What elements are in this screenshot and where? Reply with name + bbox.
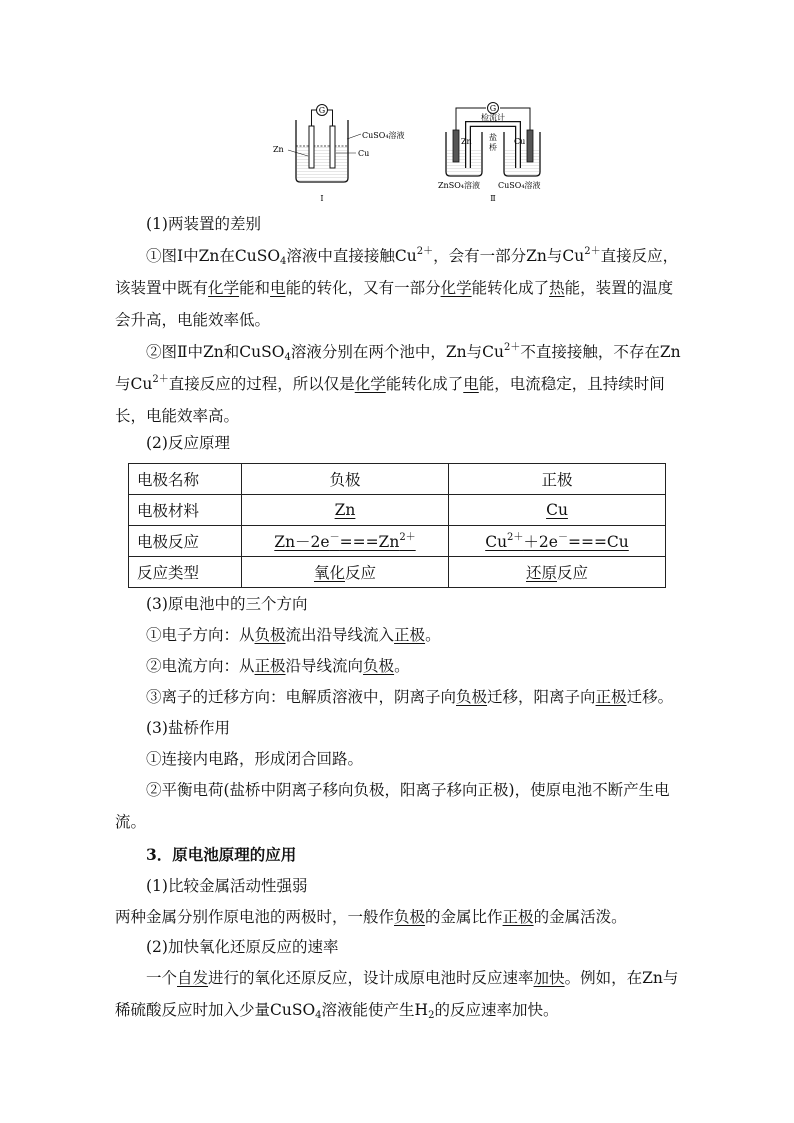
section-2-title: (2)反应原理 [146, 434, 230, 452]
galvanometer-two-symbol: G [489, 104, 497, 113]
cell-two-right-solution: CuSO₄溶液 [498, 181, 541, 190]
table-cell: 负极 [242, 464, 449, 495]
table-row [129, 464, 666, 495]
table-cell: 反应类型 [129, 557, 242, 588]
cell-two-left-solution: ZnSO₄溶液 [438, 181, 480, 190]
salt-bridge-label-2: 桥 [489, 143, 497, 152]
cell-one-zn-label: Zn [273, 145, 284, 154]
table-row [129, 495, 666, 526]
section-5-title: 3．原电池原理的应用 [146, 845, 297, 864]
section-1-paragraph-1: ①图Ⅰ中Zn在CuSO$_4$溶液中直接接触$Cu^{2+}$，会有一部分Zn与$Cu^{2+}$直接反应，该装置中既有化学能和电能的转化，又有一部分化学能转化成了热能，装置的温度会升高，电能效率低。 [115, 246, 679, 329]
cell-one-cu-label: Cu [358, 149, 370, 158]
cell-two-caption: Ⅱ [490, 194, 496, 203]
table-cell: 还原反应 [449, 557, 666, 588]
table-cell: Zn [242, 495, 449, 526]
table-cell: 电极名称 [129, 464, 242, 495]
section-1-title: (1)两装置的差别 [146, 215, 261, 233]
table-cell: 电极材料 [129, 495, 242, 526]
direction-line-1: ①电子方向：从负极流出沿导线流入正极。 [146, 626, 441, 644]
cell-two-zn-label: Zn [461, 137, 472, 146]
table-cell: Cu [449, 495, 666, 526]
galvanometer-one-symbol: G [318, 106, 326, 115]
table-row [129, 557, 666, 588]
table-cell: 电极反应 [129, 526, 242, 557]
salt-bridge-line-1: ①连接内电路，形成闭合回路。 [146, 750, 364, 768]
direction-line-2: ②电流方向：从正极沿导线流向负极。 [146, 657, 410, 675]
section-5-sub-2: (2)加快氧化还原反应的速率 [146, 938, 339, 956]
electrode-table [128, 463, 666, 588]
section-5-paragraph-2: 一个自发进行的氧化还原反应，设计成原电池时反应速率加快。例如，在Zn与稀硫酸反应时加入少量CuSO$_4$溶液能使产生$H_2$的反应速率加快。 [115, 969, 679, 1021]
galvanic-cell-figure [268, 96, 558, 208]
table-cell: $Cu^{2+}+2e^-===Cu$ [449, 526, 666, 557]
table-cell: 氧化反应 [242, 557, 449, 588]
table-cell: 正极 [449, 464, 666, 495]
cell-one-caption: Ⅰ [320, 194, 324, 203]
section-5-paragraph-1: 两种金属分别作原电池的两极时，一般作负极的金属比作正极的金属活泼。 [115, 908, 627, 926]
table-row [129, 526, 666, 557]
section-4-title: (3)盐桥作用 [146, 719, 230, 737]
cell-two-diagram [438, 103, 541, 204]
section-3-title: (3)原电池中的三个方向 [146, 595, 308, 613]
direction-line-3: ③离子的迁移方向：电解质溶液中，阴离子向负极迁移，阳离子向正极迁移。 [146, 688, 674, 706]
cell-two-cu-label: Cu [514, 137, 526, 146]
salt-bridge-line-2: ②平衡电荷(盐桥中阴离子移向负极，阳离子移向正极)，使原电池不断产生电流。 [115, 781, 670, 831]
section-1-paragraph-2: ②图Ⅱ中Zn和CuSO$_4$溶液分别在两个池中，Zn与$Cu^{2+}$不直接接触，不存在Zn与$Cu^{2+}$直接反应的过程，所以仅是化学能转化成了电能，电流稳定，且持续时间长，电能效率高。 [115, 342, 681, 425]
salt-bridge-label-1: 盐 [489, 133, 497, 142]
cell-one-solution-label: CuSO₄溶液 [362, 131, 405, 140]
table-cell: $Zn-2e^-===Zn^{2+}$ [242, 526, 449, 557]
section-5-sub-1: (1)比较金属活动性强弱 [146, 877, 308, 895]
meter-label: 检流计 [481, 113, 505, 122]
cell-one-diagram [273, 105, 405, 204]
